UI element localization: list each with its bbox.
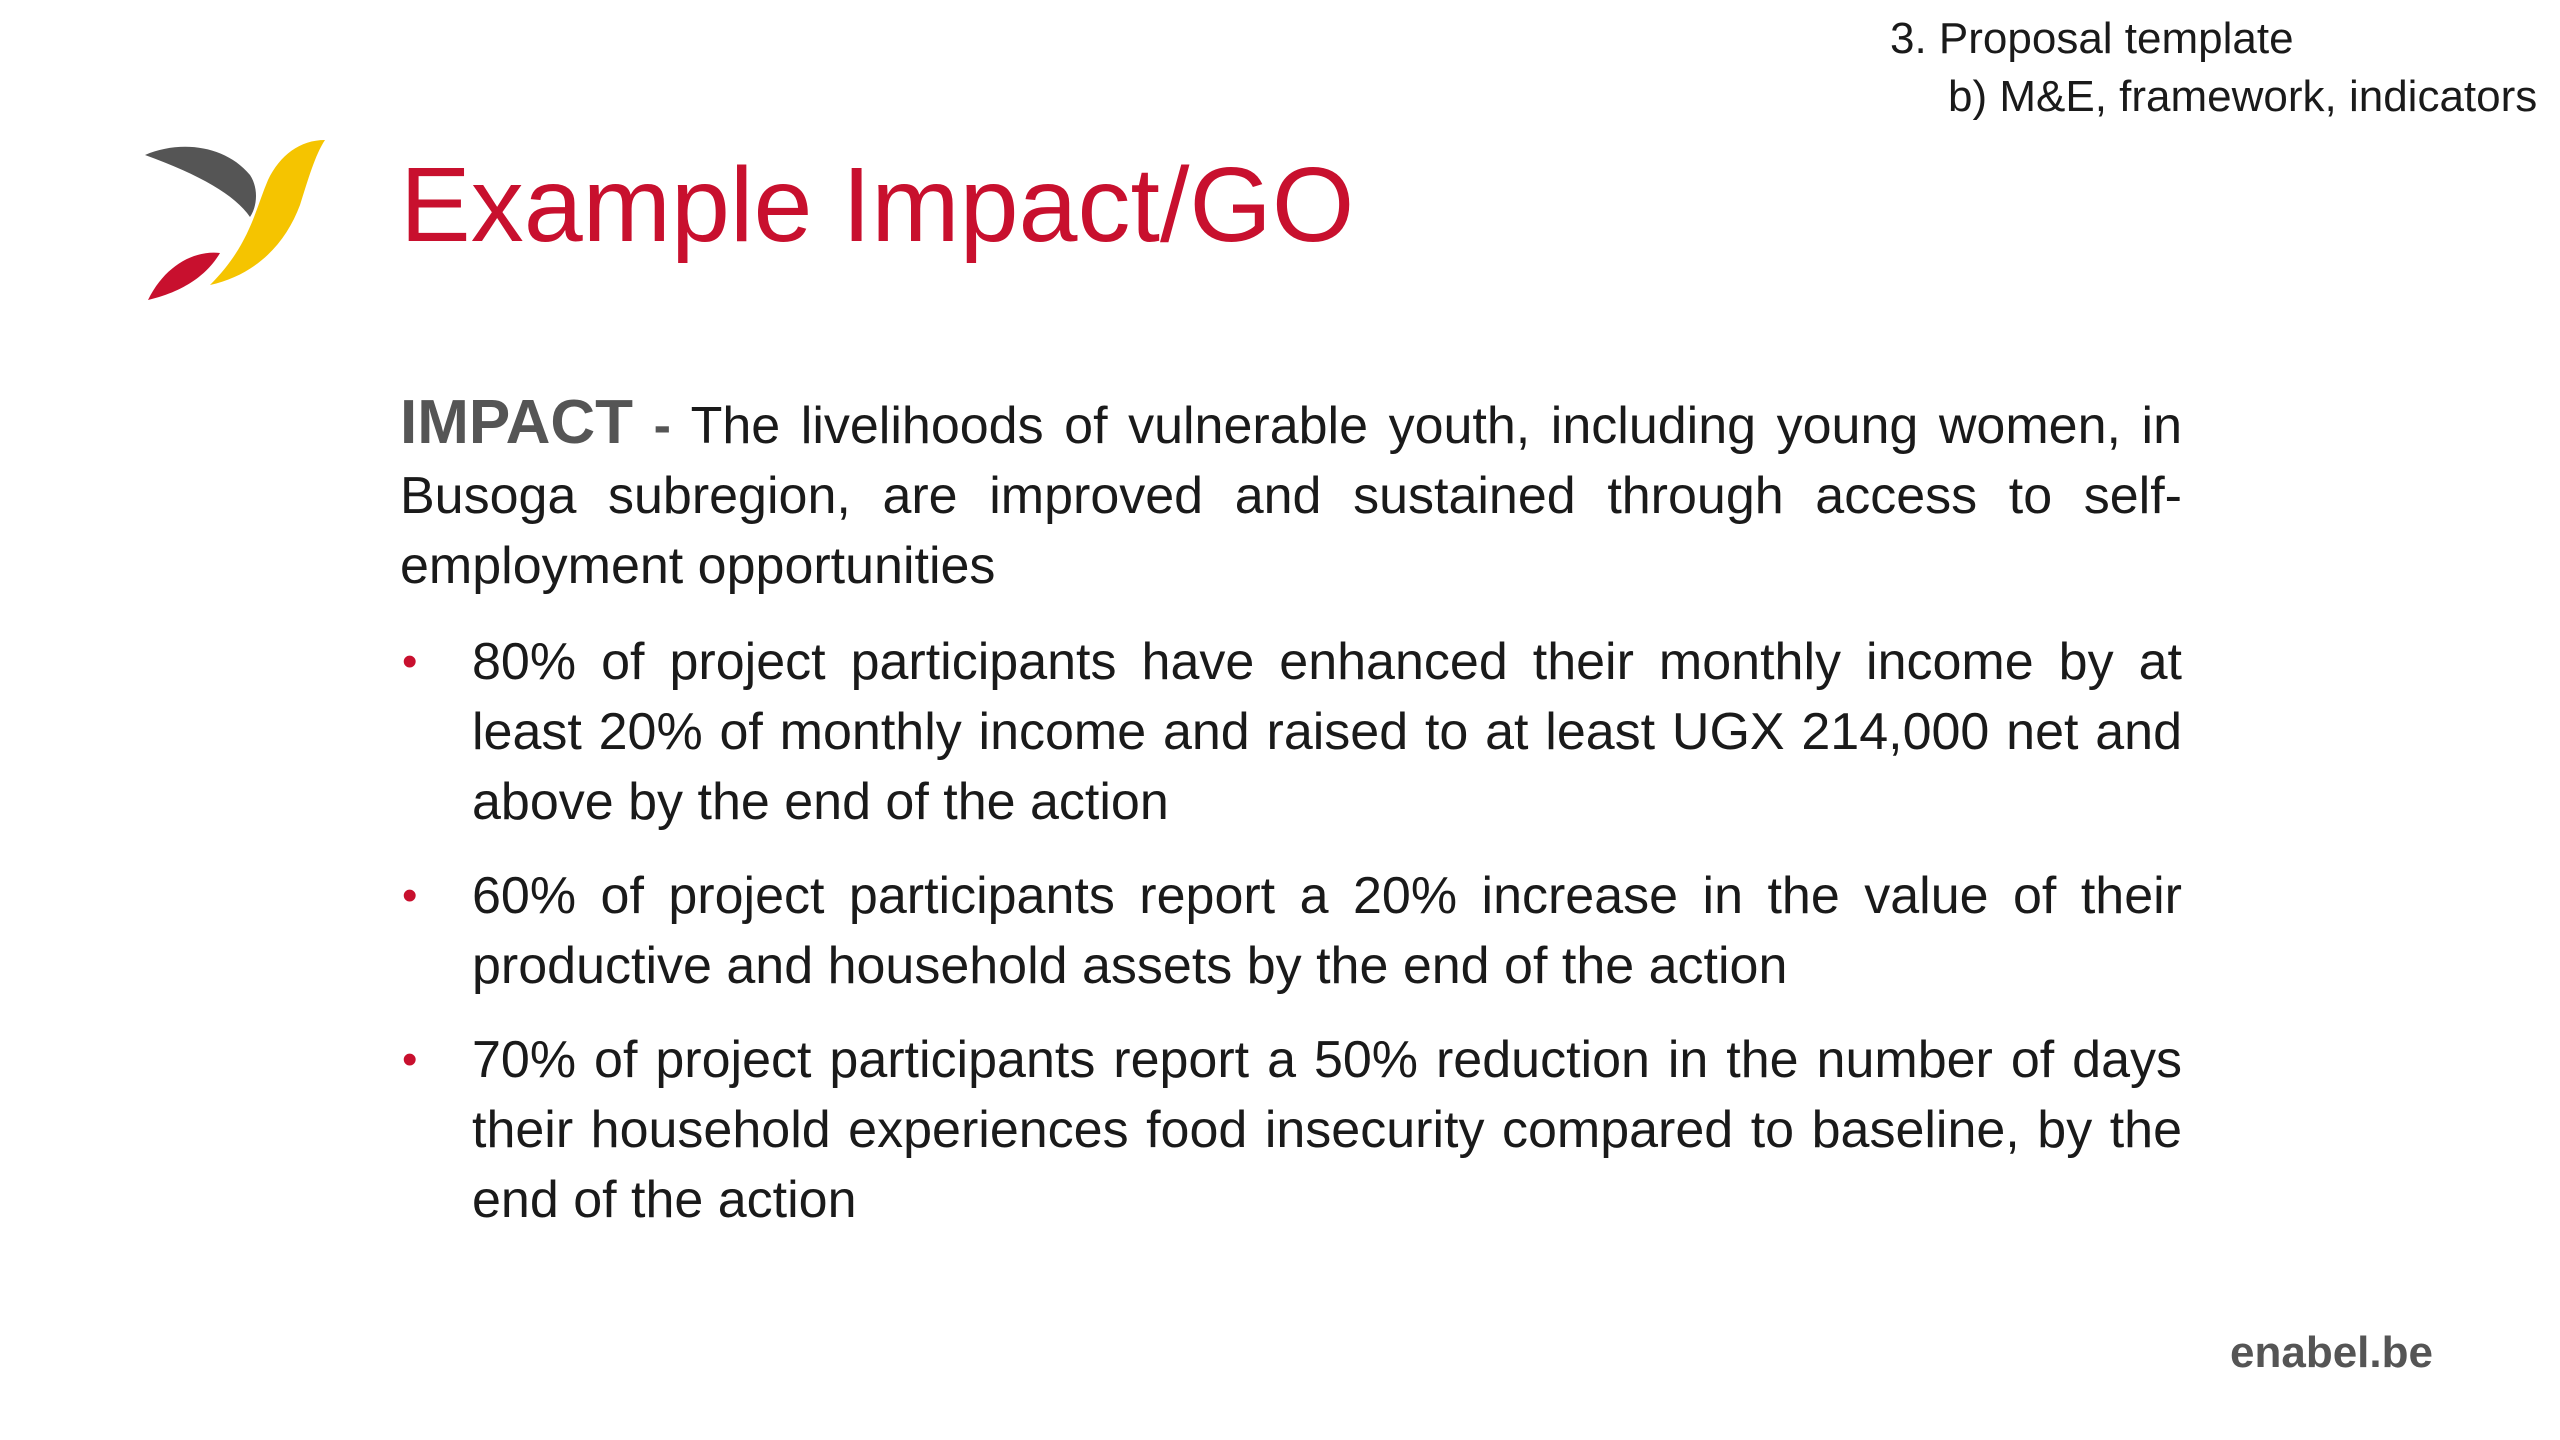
impact-label: IMPACT: [400, 388, 634, 457]
page-title: Example Impact/GO: [400, 146, 1355, 264]
indicator-text: 60% of project participants report a 20% increase in the value of their productive and household assets by the end of the action: [472, 867, 2182, 995]
impact-dash: -: [653, 397, 671, 455]
section-reference-line1: 3. Proposal template: [1890, 14, 2294, 63]
bullet-icon: •: [402, 637, 418, 686]
enabel-logo-icon: [140, 135, 330, 310]
section-reference-line2: b) M&E, framework, indicators: [1948, 72, 2538, 121]
bullet-icon: •: [402, 1035, 418, 1084]
list-item: [400, 627, 2182, 837]
bullet-icon: •: [402, 871, 418, 920]
slide-content: [400, 388, 2182, 1259]
impact-paragraph: [400, 388, 2182, 601]
impact-text: The livelihoods of vulnerable youth, including young women, in Busoga subregion, are improved and sustained through access to self-employment opportunities: [400, 397, 2182, 595]
footer-brand: enabel.be: [2230, 1328, 2433, 1377]
indicator-text: 80% of project participants have enhanced their monthly income by at least 20% of monthly income and raised to at least UGX 214,000 net and above by the end of the action: [472, 633, 2182, 831]
indicator-list: [400, 627, 2182, 1235]
section-reference: [1880, 10, 2540, 126]
indicator-text: 70% of project participants report a 50% reduction in the number of days their household experiences food insecurity compared to baseline, by the end of the action: [472, 1031, 2182, 1229]
list-item: [400, 861, 2182, 1001]
list-item: [400, 1025, 2182, 1235]
